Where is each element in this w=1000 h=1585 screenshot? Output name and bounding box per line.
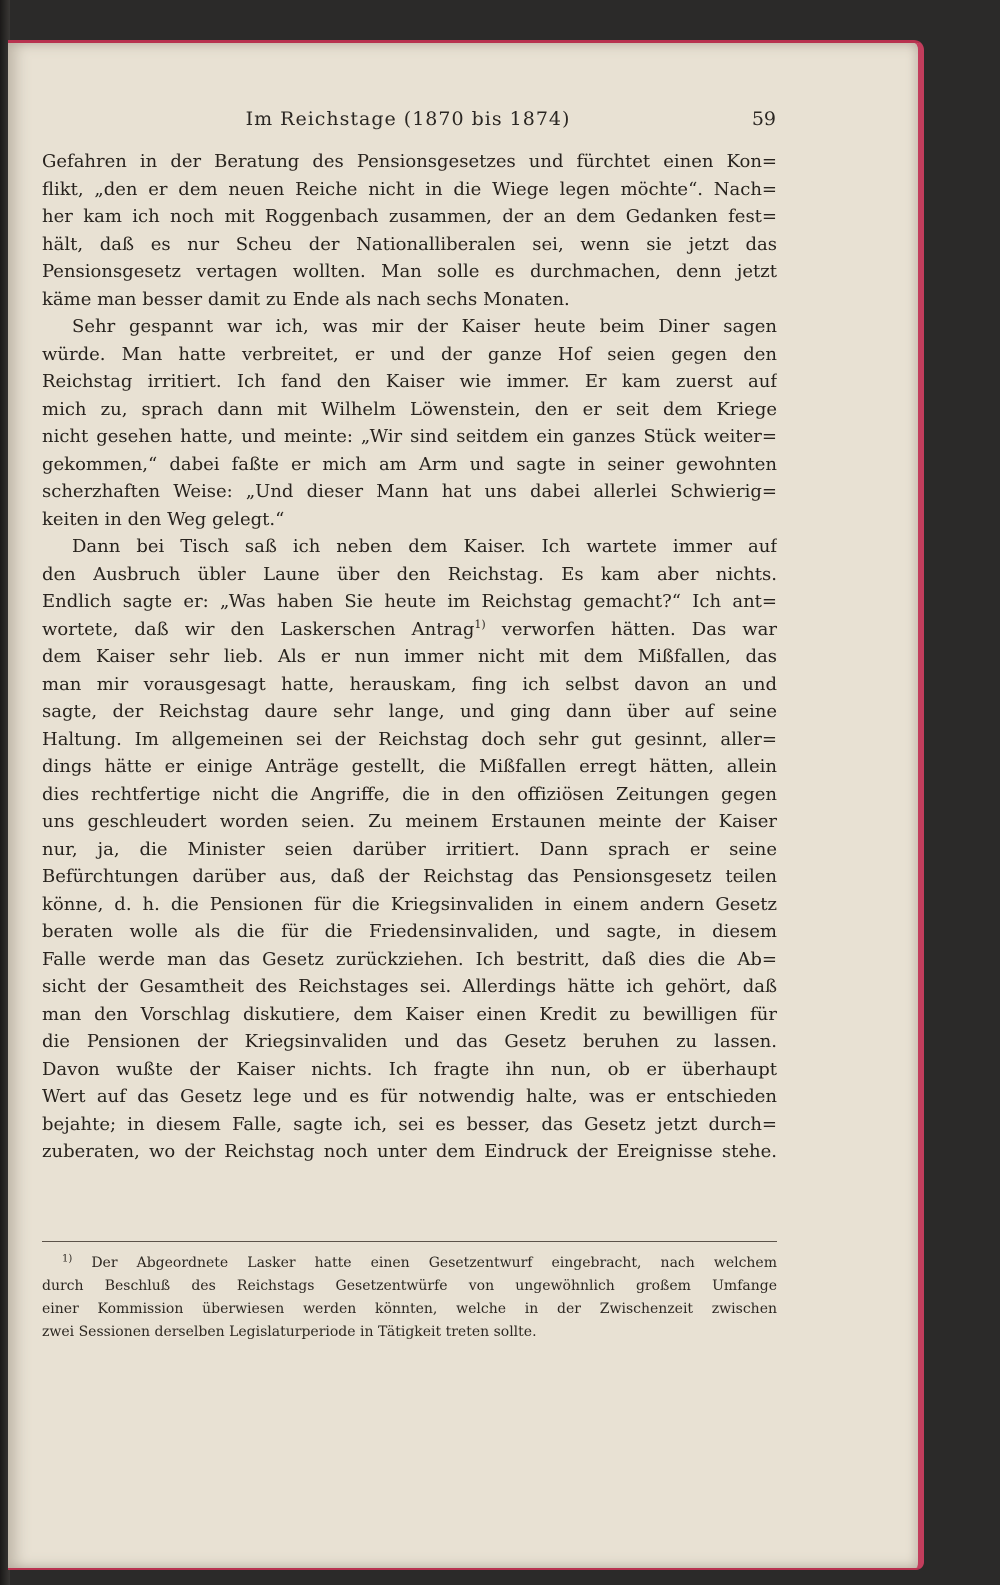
footnote-line — [42, 1252, 777, 1275]
body-text — [42, 148, 777, 1166]
text-line: beraten wolle als die für die Friedensinvaliden, und sagte, in diesem — [42, 921, 777, 942]
text-line: Haltung. Im allgemeinen sei der Reichstag doch sehr gut gesinnt, aller= — [42, 728, 777, 750]
running-head: Im Reichstage (1870 bis 1874) — [245, 108, 571, 130]
text-line: Davon wußte der Kaiser nichts. Ich fragte ihn nun, ob er überhaupt — [42, 1058, 777, 1080]
text-line: bejahte; in diesem Falle, sagte ich, sei es besser, das Gesetz jetzt durch= — [42, 1113, 777, 1135]
text-line: Wert auf das Gesetz lege und es für notwendig halte, was er entschieden — [42, 1086, 777, 1107]
text-line: Pensionsgesetz vertagen wollten. Man solle es durchmachen, denn jetzt — [42, 261, 777, 282]
text-line: Gefahren in der Beratung des Pensionsgesetzes und fürchtet einen Kon= — [42, 151, 777, 172]
text-line: man mir vorausgesagt hatte, herauskam, fing ich selbst davon an und — [42, 673, 777, 695]
text-line: hält, daß es nur Scheu der Nationalliberalen sei, wenn sie jetzt das — [42, 233, 777, 255]
footnote — [42, 1252, 777, 1344]
page-number: 59 — [751, 108, 776, 130]
text-line: könne, d. h. die Pensionen für die Kriegsinvaliden in einem andern Gesetz — [42, 893, 777, 915]
text-line: keiten in den Weg gelegt.“ — [42, 508, 285, 530]
footnote-text: Der Abgeordnete Lasker hatte einen Gesetzentwurf eingebracht, nach welchem — [91, 1255, 777, 1271]
text-line: zuberaten, wo der Reichstag noch unter dem Eindruck der Ereignisse stehe. — [42, 1141, 777, 1162]
text-line: flikt, „den er dem neuen Reiche nicht in die Wiege legen möchte“. Nach= — [42, 178, 777, 200]
footnote-line: zwei Sessionen derselben Legislaturperiode in Tätigkeit treten sollte. — [42, 1324, 537, 1340]
text-line: die Pensionen der Kriegsinvaliden und das Gesetz beruhen zu lassen. — [42, 1031, 777, 1052]
text-line: sagte, der Reichstag daure sehr lange, und ging dann über auf seine — [42, 701, 777, 722]
text-line: Befürchtungen darüber aus, daß der Reichstag das Pensionsgesetz teilen — [42, 866, 777, 887]
text-line: her kam ich noch mit Roggenbach zusammen, der an dem Gedanken fest= — [42, 206, 777, 227]
text-line: dies rechtfertige nicht die Angriffe, die in den offiziösen Zeitungen gegen — [42, 783, 777, 805]
text-line: uns geschleudert worden seien. Zu meinem Erstaunen meinte der Kaiser — [42, 811, 777, 832]
text-line-with-footnote-ref — [42, 616, 777, 644]
text-line: sicht der Gesamtheit des Reichstages sei. Allerdings hätte ich gehört, daß — [42, 976, 777, 997]
text-line: Dann bei Tisch saß ich neben dem Kaiser. Ich wartete immer auf — [72, 536, 777, 557]
text-line: nur, ja, die Minister seien darüber irritiert. Dann sprach er seine — [42, 838, 777, 860]
text-line: nicht gesehen hatte, und meinte: „Wir sind seitdem ein ganzes Stück weiter= — [42, 426, 777, 447]
text-line: mich zu, sprach dann mit Wilhelm Löwenstein, den er seit dem Kriege — [42, 398, 777, 420]
text-segment: wortete, daß wir den Laskerschen Antrag — [42, 618, 475, 640]
text-line: Falle werde man das Gesetz zurückziehen. Ich bestritt, daß dies die Ab= — [42, 948, 777, 970]
text-line: würde. Man hatte verbreitet, er und der ganze Hof seien gegen den — [42, 343, 777, 365]
text-line: scherzhaften Weise: „Und dieser Mann hat uns dabei allerlei Schwierig= — [42, 481, 777, 502]
text-line: den Ausbruch übler Laune über den Reichstag. Es kam aber nichts. — [42, 563, 777, 585]
footnote-marker: 1) — [62, 1253, 73, 1265]
text-line: gekommen,“ dabei faßte er mich am Arm und sagte in seiner gewohnten — [42, 453, 777, 475]
footnote-line: einer Kommission überwiesen werden könnten, welche in der Zwischenzeit zwischen — [42, 1301, 777, 1317]
footnote-separator — [42, 1241, 777, 1242]
footnote-line: durch Beschluß des Reichstags Gesetzentwürfe von ungewöhnlich großem Umfange — [42, 1278, 777, 1294]
text-line: Reichstag irritiert. Ich fand den Kaiser wie immer. Er kam zuerst auf — [42, 371, 777, 392]
text-line: dem Kaiser sehr lieb. Als er nun immer nicht mit dem Mißfallen, das — [42, 646, 777, 667]
text-line: man den Vorschlag diskutiere, dem Kaiser einen Kredit zu bewilligen für — [42, 1003, 777, 1025]
footnote-reference: 1) — [474, 617, 486, 631]
text-segment: verworfen hätten. Das war — [501, 618, 777, 640]
text-line: käme man besser damit zu Ende als nach sechs Monaten. — [42, 288, 570, 310]
text-line: dings hätte er einige Anträge gestellt, die Mißfallen erregt hätten, allein — [42, 756, 777, 777]
text-line: Sehr gespannt war ich, was mir der Kaiser heute beim Diner sagen — [72, 316, 777, 337]
text-line: Endlich sagte er: „Was haben Sie heute im Reichstag gemacht?“ Ich ant= — [42, 591, 777, 612]
